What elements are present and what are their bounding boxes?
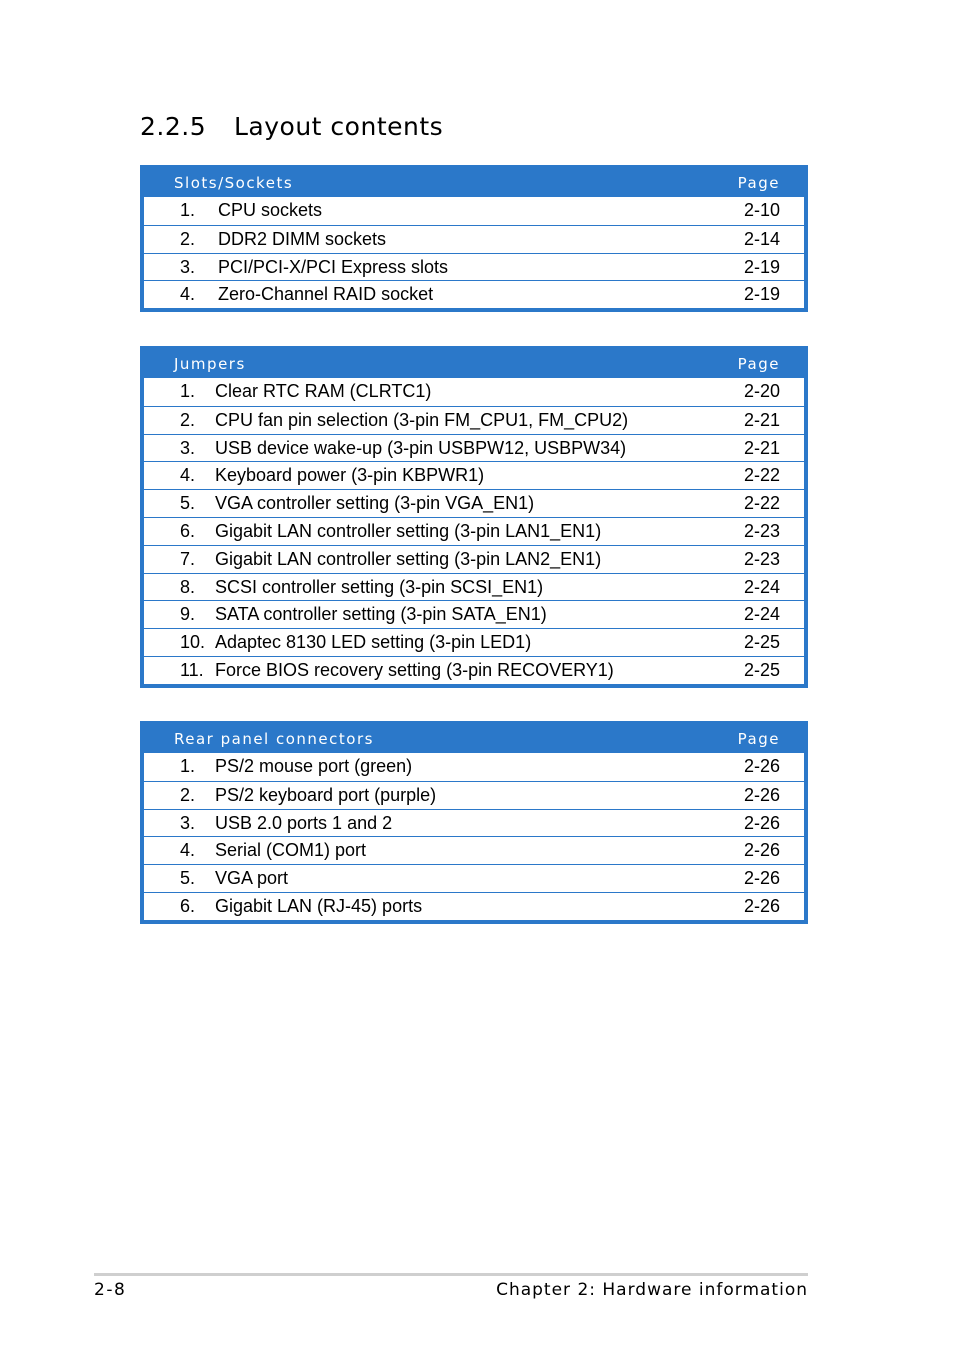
row-text: PCI/PCI-X/PCI Express slots (218, 256, 449, 277)
row-text: Adaptec 8130 LED setting (3-pin LED1) (215, 632, 532, 653)
row-page: 2-26 (743, 895, 780, 916)
row-number: 3. (180, 812, 196, 833)
table-row (144, 545, 804, 573)
row-page: 2-14 (743, 228, 780, 249)
slots-sockets-table (140, 165, 808, 312)
row-number: 7. (180, 548, 196, 569)
jumpers-table (140, 346, 808, 688)
row-text: USB 2.0 ports 1 and 2 (215, 812, 393, 833)
row-page: 2-25 (743, 632, 780, 653)
table-header-title: Rear panel connectors (174, 730, 374, 748)
row-number: 6. (180, 520, 196, 541)
row-page: 2-10 (743, 200, 780, 220)
row-number: 5. (180, 868, 196, 889)
row-number: 6. (180, 895, 196, 916)
table-row (144, 600, 804, 628)
row-number: 2. (180, 409, 196, 430)
row-page: 2-26 (743, 840, 780, 861)
row-text: PS/2 keyboard port (purple) (215, 784, 437, 805)
row-number: 2. (180, 228, 196, 249)
row-text: SCSI controller setting (3-pin SCSI_EN1) (215, 576, 544, 597)
row-page: 2-26 (743, 756, 780, 776)
section-number: 2.2.5 (140, 112, 207, 141)
row-page: 2-24 (743, 604, 780, 625)
footer-page-number: 2-8 (94, 1280, 127, 1300)
row-text: VGA port (215, 868, 289, 889)
rear-panel-connectors-table (140, 721, 808, 924)
table-row (144, 753, 804, 781)
table-row (144, 809, 804, 837)
row-number: 9. (180, 604, 196, 625)
row-text: Gigabit LAN controller setting (3-pin LAN2_EN1) (215, 548, 602, 569)
table-row (144, 225, 804, 253)
row-page: 2-25 (743, 659, 780, 680)
row-page: 2-19 (743, 256, 780, 277)
row-number: 3. (180, 256, 196, 277)
table-row (144, 892, 804, 920)
row-number: 1. (180, 200, 196, 220)
table-row (144, 378, 804, 406)
row-page: 2-21 (743, 409, 780, 430)
row-number: 1. (180, 756, 196, 776)
row-text: Gigabit LAN controller setting (3-pin LAN1_EN1) (215, 520, 602, 541)
table-row (144, 406, 804, 434)
table-row (144, 656, 804, 684)
row-page: 2-22 (743, 465, 780, 486)
table-row (144, 461, 804, 489)
row-text: USB device wake-up (3-pin USBPW12, USBPW34) (215, 437, 627, 458)
row-page: 2-20 (743, 381, 780, 401)
table-row (144, 836, 804, 864)
row-page: 2-26 (743, 784, 780, 805)
table-row (144, 864, 804, 892)
row-page: 2-22 (743, 493, 780, 514)
row-page: 2-26 (743, 812, 780, 833)
table-row (144, 253, 804, 281)
row-text: Force BIOS recovery setting (3-pin RECOVERY1) (215, 659, 614, 680)
table-row (144, 628, 804, 656)
row-text: DDR2 DIMM sockets (218, 228, 387, 249)
row-number: 1. (180, 381, 196, 401)
row-number: 5. (180, 493, 196, 514)
table-row (144, 197, 804, 225)
table-header-title: Slots/Sockets (174, 174, 294, 192)
row-number: 4. (180, 465, 196, 486)
row-text: VGA controller setting (3-pin VGA_EN1) (215, 493, 535, 514)
row-text: Gigabit LAN (RJ-45) ports (215, 895, 423, 916)
row-text: Serial (COM1) port (215, 840, 367, 861)
row-text: CPU sockets (218, 200, 323, 220)
row-number: 10. (180, 632, 206, 653)
row-text: CPU fan pin selection (3-pin FM_CPU1, FM_CPU2) (215, 409, 629, 430)
row-page: 2-26 (743, 868, 780, 889)
table-row (144, 781, 804, 809)
row-text: PS/2 mouse port (green) (215, 756, 413, 776)
row-page: 2-23 (743, 520, 780, 541)
row-text: Clear RTC RAM (CLRTC1) (215, 381, 432, 401)
table-row (144, 517, 804, 545)
table-row (144, 280, 804, 308)
table-row (144, 489, 804, 517)
table-header-page: Page (737, 355, 780, 373)
row-number: 4. (180, 284, 196, 305)
footer-chapter: Chapter 2: Hardware information (496, 1280, 808, 1300)
row-number: 8. (180, 576, 196, 597)
row-number: 4. (180, 840, 196, 861)
row-number: 11. (180, 659, 204, 680)
table-row (144, 573, 804, 601)
section-title-text: Layout contents (234, 112, 444, 141)
row-page: 2-23 (743, 548, 780, 569)
table-header (144, 346, 804, 378)
row-page: 2-21 (743, 437, 780, 458)
footer-divider (94, 1273, 808, 1276)
table-header (144, 165, 804, 197)
row-number: 2. (180, 784, 196, 805)
table-header-page: Page (737, 174, 780, 192)
row-text: Keyboard power (3-pin KBPWR1) (215, 465, 485, 486)
row-page: 2-24 (743, 576, 780, 597)
row-text: SATA controller setting (3-pin SATA_EN1) (215, 604, 547, 625)
table-row (144, 434, 804, 462)
table-header-title: Jumpers (174, 355, 246, 373)
row-number: 3. (180, 437, 196, 458)
table-header (144, 721, 804, 753)
row-page: 2-19 (743, 284, 780, 305)
table-header-page: Page (737, 730, 780, 748)
section-title (140, 112, 443, 141)
row-text: Zero-Channel RAID socket (218, 284, 434, 305)
